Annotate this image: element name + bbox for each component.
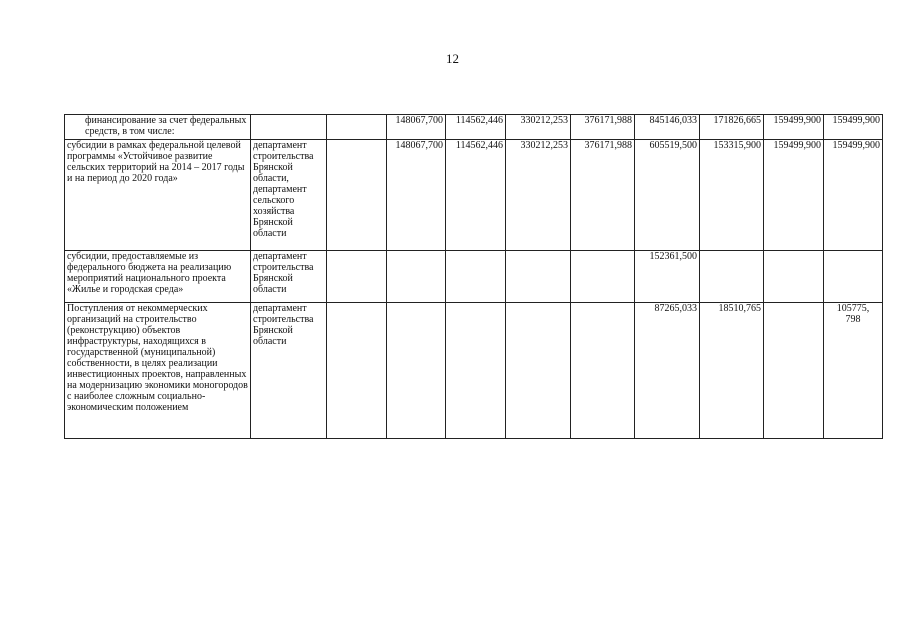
value-cell <box>824 251 883 303</box>
value-cell: 18510,765 <box>700 303 764 439</box>
table-row <box>65 303 883 439</box>
row-executor: департамент строительства Брянской области <box>251 303 327 439</box>
value-cell: 148067,700 <box>387 115 446 140</box>
value-cell: 376171,988 <box>571 115 635 140</box>
row-spacer <box>327 140 387 251</box>
value-cell <box>387 251 446 303</box>
row-spacer <box>327 251 387 303</box>
value-cell: 159499,900 <box>764 140 824 251</box>
value-cell: 148067,700 <box>387 140 446 251</box>
table-row <box>65 140 883 251</box>
value-cell: 845146,033 <box>635 115 700 140</box>
value-cell <box>700 251 764 303</box>
value-cell: 114562,446 <box>446 140 506 251</box>
value-cell <box>446 251 506 303</box>
row-description: Поступления от некоммерческих организаций на строительство (реконструкцию) объектов инфраструктуры, находящихся в государственной (муниципальной) собственности, в целях реализации инвестиционных проектов, направленных на модернизацию экономики моногородов с наиболее сложным социально-экономическим положением <box>65 303 251 439</box>
table-row <box>65 251 883 303</box>
row-spacer <box>327 115 387 140</box>
row-spacer <box>327 303 387 439</box>
value-cell <box>506 251 571 303</box>
value-cell: 152361,500 <box>635 251 700 303</box>
value-cell <box>506 303 571 439</box>
row-description: субсидии, предоставляемые из федерального бюджета на реализацию мероприятий национального проекта «Жилье и городская среда» <box>65 251 251 303</box>
row-executor: департамент строительства Брянской области, департамент сельского хозяйства Брянской области <box>251 140 327 251</box>
value-cell: 87265,033 <box>635 303 700 439</box>
value-cell: 105775, 798 <box>824 303 883 439</box>
value-cell: 159499,900 <box>764 115 824 140</box>
value-cell: 159499,900 <box>824 115 883 140</box>
row-description: субсидии в рамках федеральной целевой программы «Устойчивое развитие сельских территорий на 2014 – 2017 годы и на период до 2020 года» <box>65 140 251 251</box>
row-executor <box>251 115 327 140</box>
table-row <box>65 115 883 140</box>
value-cell: 330212,253 <box>506 140 571 251</box>
value-cell <box>446 303 506 439</box>
value-cell <box>571 251 635 303</box>
value-cell: 330212,253 <box>506 115 571 140</box>
row-description <box>65 115 251 140</box>
value-cell: 171826,665 <box>700 115 764 140</box>
value-cell: 159499,900 <box>824 140 883 251</box>
value-cell <box>387 303 446 439</box>
page-number: 12 <box>446 51 459 66</box>
value-cell <box>764 251 824 303</box>
value-cell: 376171,988 <box>571 140 635 251</box>
budget-table <box>64 114 883 439</box>
value-cell: 114562,446 <box>446 115 506 140</box>
value-cell: 605519,500 <box>635 140 700 251</box>
value-cell <box>764 303 824 439</box>
row-description-text: финансирование за счет федеральных средств, в том числе: <box>85 115 247 137</box>
value-cell: 153315,900 <box>700 140 764 251</box>
value-cell <box>571 303 635 439</box>
row-executor: департамент строительства Брянской области <box>251 251 327 303</box>
